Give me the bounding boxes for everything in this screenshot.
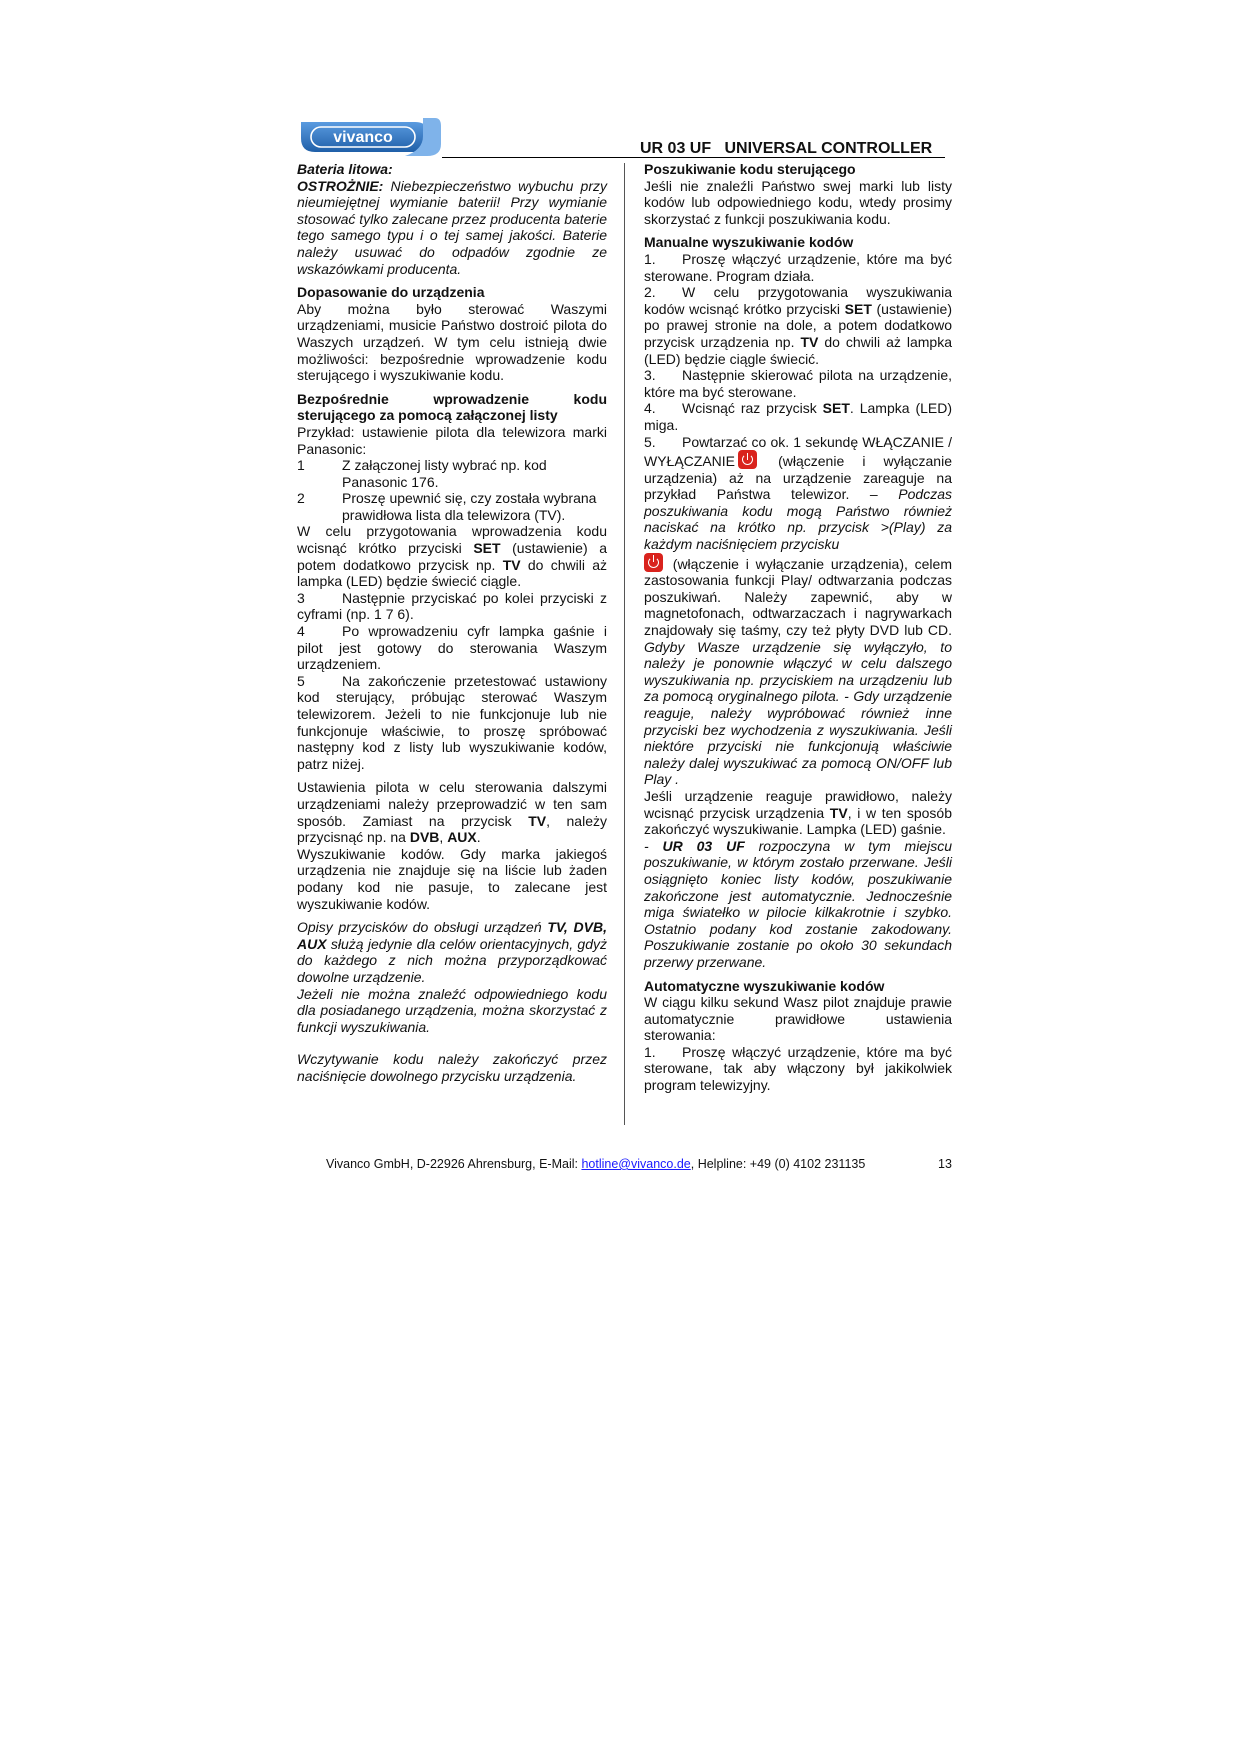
adapt-heading: Dopasowanie do urządzenia (297, 284, 485, 301)
auto-step-1: 1. Proszę włączyć urządzenie, które ma być sterowane, tak aby włączony był jakikolwiek program telewizyjny. (644, 1043, 952, 1094)
manual-step-2: 2. W celu przygotowania wyszukiwania kodów wcisnąć krótko przyciski SET (ustawienie) po prawej stronie na dole, a potem dodatkowo przycisk urządzenia np. TV do chwili aż lampka (LED) będzie ciągle świecić. (644, 284, 953, 367)
step-5: 5 Na zakończenie przetestować ustawiony kod sterujący, próbując sterować Waszym telewizorem. Jeżeli to nie funkcjonuje lub nie funkcjonuje właściwie, to proszę spróbować następny kod z listy lub wyszukiwanie kodów, patrz niżej. (297, 672, 607, 772)
battery-warning: OSTROŻNIE: Niebezpieczeństwo wybuchu przy nieumiejętnej wymianie baterii! Przy wymianie stosować tylko zalecane przez producenta baterie tego samego typu i o tej samej jakości. Baterie należy usuwać do odpadów zgodnie ze wskazówkami producenta. (297, 177, 607, 277)
direct-entry-heading: Bezpośrednie wprowadzenie kodu sterującego za pomocą załączonej listy (297, 390, 607, 424)
manual-step-1: 1. Proszę włączyć urządzenie, które ma być sterowane. Program działa. (644, 250, 952, 284)
prep-paragraph: W celu przygotowania wprowadzenia kodu wcisnąć krótko przyciski SET (ustawienie) a potem dodatkowo przycisk np. TV do chwili aż lampka (LED) będzie świecić ciągle. (297, 523, 607, 590)
further-devices-paragraph: Ustawienia pilota w celu sterowania dalszymi urządzeniami należy przeprowadzić w ten sam sposób. Zamiast na przycisk TV, należy przycisnąć np. na DVB, AUX. (297, 779, 607, 846)
footer: Vivanco GmbH, D-22926 Ahrensburg, E-Mail: hotline@vivanco.de, Helpline: +49 (0) 4102 231135 (326, 1157, 866, 1171)
page-title: UR 03 UF UNIVERSAL CONTROLLER (640, 140, 933, 157)
logo-text: vivanco (333, 129, 393, 146)
step-3: 3 Następnie przyciskać po kolei przyciski z cyframi (np. 1 7 6). (297, 589, 607, 623)
example-paragraph: Przykład: ustawienie pilota dla telewizora marki Panasonic: (297, 423, 607, 457)
email-link[interactable]: hotline@vivanco.de (581, 1157, 691, 1171)
manual-step-5: 5. Powtarzać co ok. 1 sekundę WŁĄCZANIE / WYŁĄCZANIE (włączenie i wyłączanie urządzenia) aż na urządzenie zareaguje na przykład Państwa telewizor. – Podczas poszukiwania kodu mogą Państwo również naciskać na krótko np. przycisk >(Play) za każdym naciśnięciem przycisku (włączenie i wyłączanie urządzenia), celem zastosowania funkcji Play/ odtwarzania podczas poszukiwań. Należy zapewnić, aby w magnetofonach, odtwarzaczach i nagrywarkach znajdowały się taśmy, czy też płyty DVD lub CD. Gdyby Wasze urządzenie się wyłączyło, to należy je ponownie włączyć w celu dalszego wyszukiwania np. przyciskiem na urządzeniu lub za pomocą oryginalnego pilota. - Gdy urządzenie reaguje, należy wypróbować również inne przyciski bez wychodzenia z wyszukiwania. Jeśli niektóre przyciski nie funkcjonują właściwie należy dalej wyszukiwać za pomocą ON/OFF lub Play . (644, 433, 952, 788)
manual-step-3: 3. Następnie skierować pilota na urządzenie, które ma być sterowane. (644, 367, 952, 400)
power-icon (738, 450, 757, 469)
search-paragraph: Wyszukiwanie kodów. Gdy marka jakiegoś urządzenia nie znajduje się na liście lub żaden podany kod nie pasuje, to zalecane jest wyszukiwanie kodów. (297, 845, 607, 912)
page-number: 13 (938, 1157, 952, 1171)
step-1: 1 Z załączonej listy wybrać np. kod Panasonic 176. (297, 457, 547, 490)
manual-search-heading: Manualne wyszukiwanie kodów (644, 234, 854, 251)
power-icon (644, 553, 663, 572)
manual-step-4: 4. Wcisnąć raz przycisk SET. Lampka (LED) miga. (644, 400, 952, 433)
column-divider (624, 163, 625, 1125)
vivanco-logo (295, 116, 443, 158)
finish-note: Wczytywanie kodu należy zakończyć przez naciśnięcie dowolnego przycisku urządzenia. (297, 1051, 607, 1084)
key-description-note: Opisy przycisków do obsługi urządzeń TV, DVB, AUX służą jedynie dla celów orientacyjnych, gdyż do każdego z nich można przyporządkować dowolne urządzenie. (297, 919, 607, 985)
model-name: UR 03 UF (662, 837, 745, 854)
warning-label: OSTROŻNIE: (297, 177, 384, 194)
step-4: 4 Po wprowadzeniu cyfr lampka gaśnie i pilot jest gotowy do sterowania Waszym urządzeniem. (297, 623, 607, 673)
left-column (297, 161, 607, 1084)
step-2: 2 Proszę upewnić się, czy została wybrana prawidłowa lista dla telewizora (TV). (297, 490, 597, 523)
auto-search-heading: Automatyczne wyszukiwanie kodów (644, 977, 885, 994)
react-paragraph: Jeśli urządzenie reaguje prawidłowo, należy wcisnąć przycisk urządzenia TV, i w ten sposób zakończyć wyszukiwanie. Lampka (LED) gaśnie. (644, 787, 952, 838)
code-search-intro: Jeśli nie znaleźli Państwo swej marki lub listy kodów lub odpowiedniego kodu, wtedy prosimy skorzystać z funkcji poszukiwania kodu. (644, 177, 952, 227)
not-found-note: Jeżeli nie można znaleźć odpowiedniego kodu dla posiadanego urządzenia, można skorzystać z funkcji wyszukiwania. (297, 985, 607, 1035)
resume-note: - UR 03 UF rozpoczyna w tym miejscu poszukiwanie, w którym zostało przerwane. Jeśli osiągnięto koniec listy kodów, poszukiwanie zakończone jest automatycznie. Jednocześnie miga światełko w pilocie kilkakrotnie i szybko. Ostatnio podany kod zostanie zakodowany. Poszukiwanie zostanie po około 30 sekundach przerwy przerwane. (644, 837, 952, 970)
auto-search-intro: W ciągu kilku sekund Wasz pilot znajduje prawie automatycznie prawidłowe ustawienia sterowania: (644, 994, 952, 1044)
right-column (644, 161, 952, 1094)
battery-heading: Bateria litowa: (297, 161, 393, 177)
adapt-paragraph: Aby można było sterować Waszymi urządzeniami, musicie Państwo dostroić pilota do Waszych urządzeń. W tym celu istnieją dwie możliwości: bezpośrednie wprowadzenie kodu sterującego i wyszukiwanie kodu. (297, 300, 607, 384)
code-search-heading: Poszukiwanie kodu sterującego (644, 161, 856, 177)
